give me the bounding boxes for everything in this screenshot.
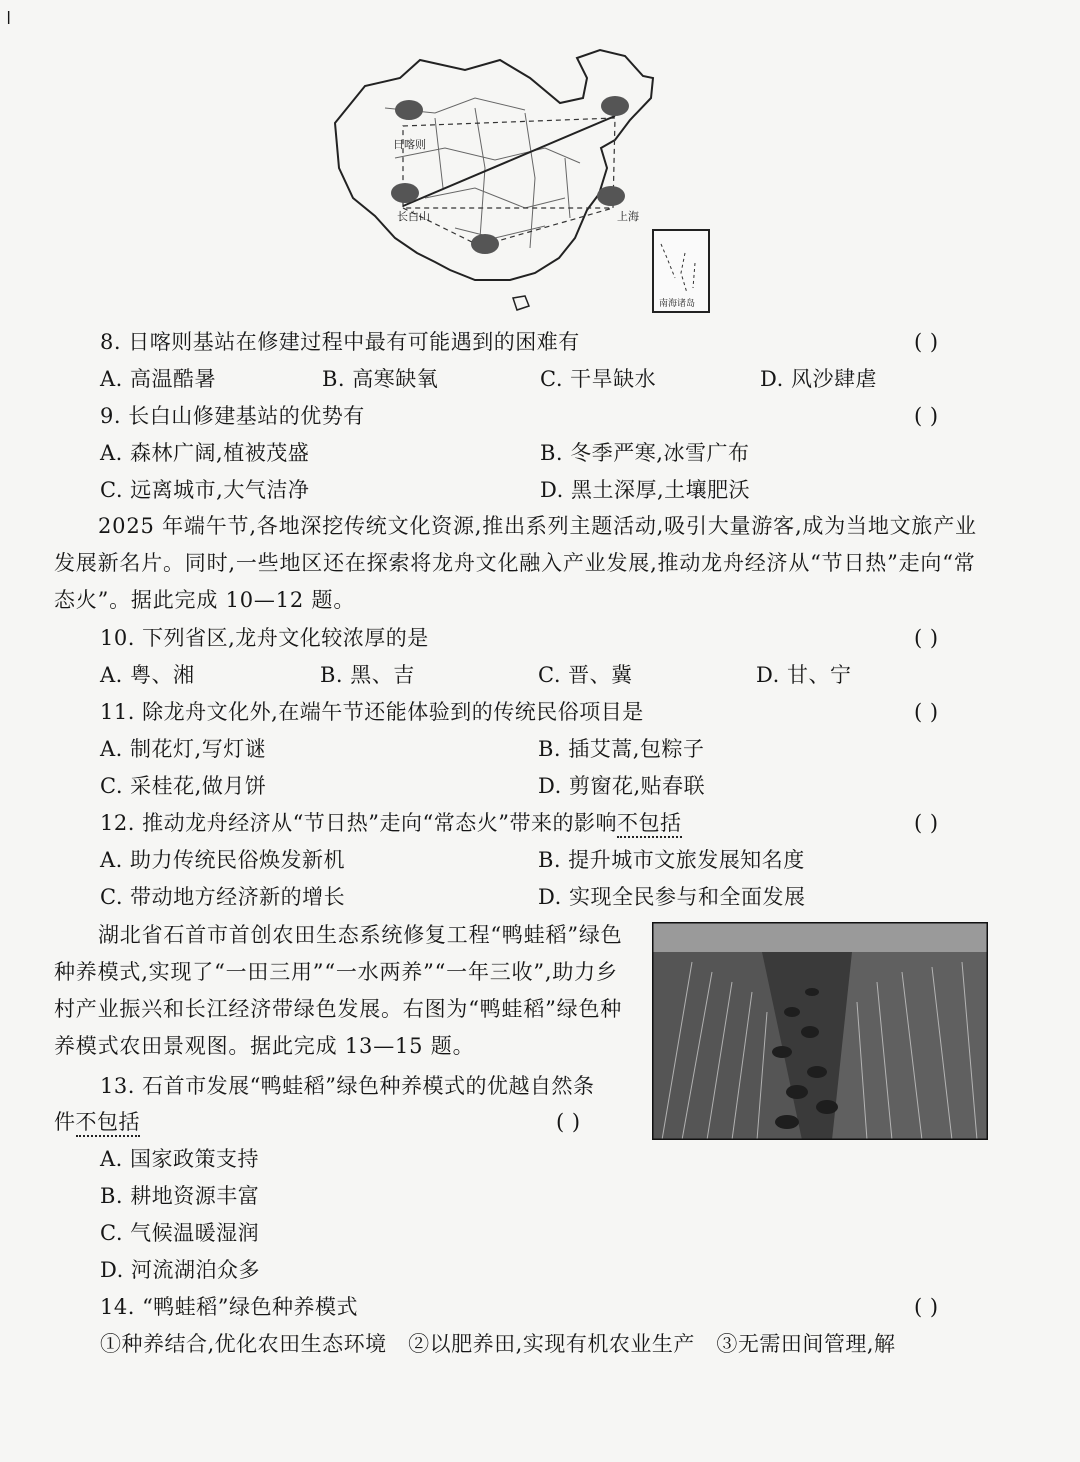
passage-dragon-boat: 2025 年端午节,各地深挖传统文化资源,推出系列主题活动,吸引大量游客,成为当地文旅产业发展新名片。同时,一些地区还在探索将龙舟文化融入产业发展,推动龙舟经济从“节日热”走向“常态火”。据此完成 10—12 题。 (54, 514, 977, 612)
q14-items: ①种养结合,优化农田生态环境 ②以肥养田,实现有机农业生产 ③无需田间管理,解 (100, 1332, 896, 1356)
q8-option-a: A. 高温酷暑 (100, 367, 217, 391)
q10-stem: 10. 下列省区,龙舟文化较浓厚的是 (100, 626, 429, 650)
q13-option-a: A. 国家政策支持 (100, 1147, 260, 1171)
q13-option-d: D. 河流湖泊众多 (100, 1258, 260, 1282)
q11-bracket: ( ) (914, 700, 939, 724)
corner-mark: ǀ (6, 8, 12, 29)
q11-stem: 11. 除龙舟文化外,在端午节还能体验到的传统民俗项目是 (100, 700, 644, 724)
q13-option-b: B. 耕地资源丰富 (100, 1184, 260, 1208)
label-rikaze: 日喀则 (393, 138, 426, 151)
q8-stem: 8. 日喀则基站在修建过程中最有可能遇到的困难有 (100, 330, 580, 354)
q10-option-d: D. 甘、宁 (756, 663, 852, 687)
q13-bracket: ( ) (556, 1110, 581, 1134)
q10-option-b: B. 黑、吉 (320, 663, 415, 687)
q8-bracket: ( ) (914, 330, 939, 354)
q14-stem: 14. “鸭蛙稻”绿色种养模式 (100, 1295, 359, 1319)
china-map-figure (325, 48, 715, 318)
q12-emphasis: 不包括 (617, 811, 682, 838)
q8-option-b: B. 高寒缺氧 (322, 367, 439, 391)
q11-option-d: D. 剪窗花,贴春联 (538, 774, 706, 798)
q9-option-a: A. 森林广阔,植被茂盛 (100, 441, 310, 465)
q12-stem: 12. 推动龙舟经济从“节日热”走向“常态火”带来的影响不包括 (100, 808, 682, 838)
q13-stem-line2: 件不包括 (54, 1107, 140, 1137)
q10-option-a: A. 粤、湘 (100, 663, 195, 687)
passage-duck-frog-rice: 湖北省石首市首创农田生态系统修复工程“鸭蛙稻”绿色种养模式,实现了“一田三用”“一水两养”“一年三收”,助力乡村产业振兴和长江经济带绿色发展。右图为“鸭蛙稻”绿色种养模式农田景观图。据此完成 13—15 题。 (54, 923, 623, 1058)
q9-option-b: B. 冬季严寒,冰雪广布 (540, 441, 750, 465)
q11-option-a: A. 制花灯,写灯谜 (100, 737, 267, 761)
q14-bracket: ( ) (914, 1295, 939, 1319)
q12-option-b: B. 提升城市文旅发展知名度 (538, 848, 805, 872)
q11-option-b: B. 插艾蒿,包粽子 (538, 737, 705, 761)
q13-option-c: C. 气候温暖湿润 (100, 1221, 260, 1245)
label-inset: 南海诸岛 (659, 299, 696, 309)
q9-stem: 9. 长白山修建基站的优势有 (100, 404, 365, 428)
q9-option-c: C. 远离城市,大气洁净 (100, 478, 310, 502)
q10-option-c: C. 晋、冀 (538, 663, 633, 687)
q9-option-d: D. 黑土深厚,土壤肥沃 (540, 478, 751, 502)
label-shangqi: 上海 (617, 210, 639, 223)
q8-option-d: D. 风沙肆虐 (760, 367, 877, 391)
q13-stem-line1: 13. 石首市发展“鸭蛙稻”绿色种养模式的优越自然条 (100, 1074, 595, 1098)
q12-bracket: ( ) (914, 811, 939, 835)
q10-bracket: ( ) (914, 626, 939, 650)
q12-option-d: D. 实现全民参与和全面发展 (538, 885, 806, 909)
q13-emphasis: 不包括 (76, 1110, 141, 1137)
q12-option-c: C. 带动地方经济新的增长 (100, 885, 346, 909)
label-changbaishan: 长白山 (397, 210, 430, 223)
q11-option-c: C. 采桂花,做月饼 (100, 774, 267, 798)
q8-option-c: C. 干旱缺水 (540, 367, 657, 391)
q12-option-a: A. 助力传统民俗焕发新机 (100, 848, 346, 872)
q9-bracket: ( ) (914, 404, 939, 428)
duck-frog-rice-field-photo (652, 922, 988, 1140)
